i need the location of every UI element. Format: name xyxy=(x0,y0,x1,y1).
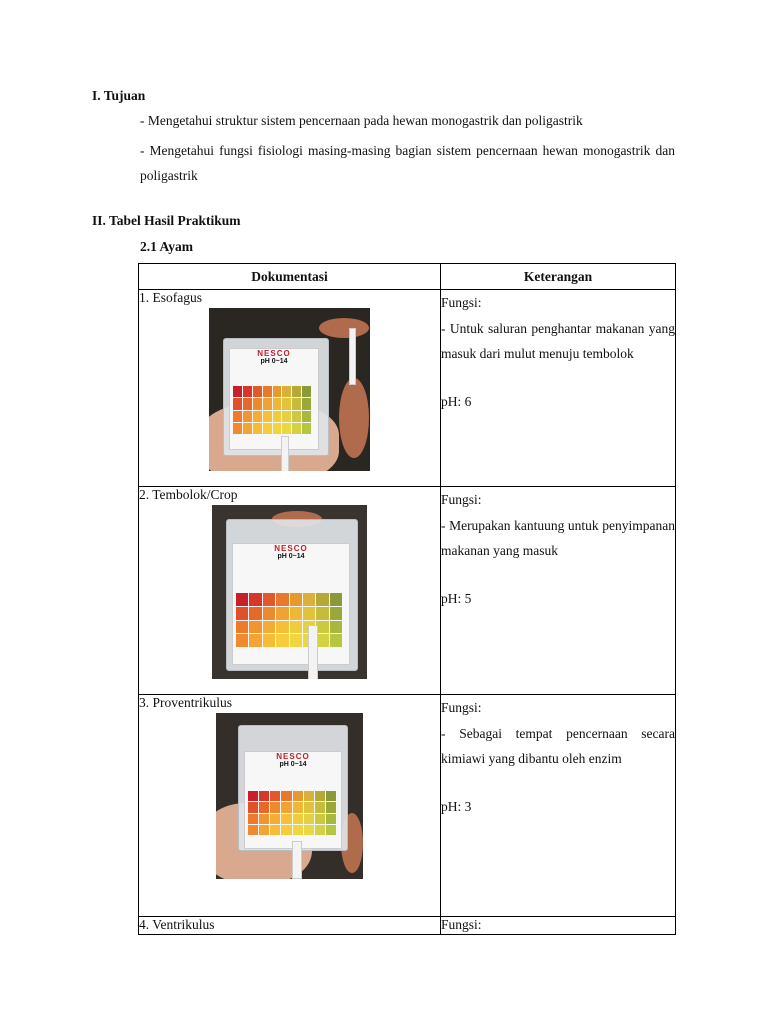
function-description: - Sebagai tempat pencernaan secara kimiawi yang dibantu oleh enzim xyxy=(441,725,675,766)
color-swatch xyxy=(233,411,242,422)
description-cell xyxy=(441,487,676,695)
documentation-cell xyxy=(139,290,441,487)
ph-value: pH: 6 xyxy=(441,393,472,409)
color-swatch xyxy=(303,607,315,620)
color-swatch xyxy=(315,825,325,835)
color-swatch xyxy=(248,791,258,801)
color-swatch xyxy=(290,621,302,634)
color-swatch xyxy=(259,791,269,801)
description-cell xyxy=(441,695,676,917)
color-swatch xyxy=(290,634,302,647)
brand-label: NESCO xyxy=(276,752,310,761)
color-swatch xyxy=(302,386,311,397)
color-chart xyxy=(248,791,336,835)
table-row xyxy=(139,695,676,917)
color-swatch xyxy=(293,814,303,824)
color-swatch xyxy=(292,423,301,434)
brand-label: NESCO xyxy=(274,544,308,553)
color-swatch xyxy=(249,607,261,620)
color-swatch xyxy=(259,802,269,812)
color-swatch xyxy=(249,621,261,634)
color-swatch xyxy=(263,411,272,422)
function-description: - Untuk saluran penghantar makanan yang masuk dari mulut menuju tembolok xyxy=(441,320,675,361)
color-swatch xyxy=(315,802,325,812)
documentation-cell xyxy=(139,487,441,695)
description-cell xyxy=(441,290,676,487)
objective-1: - Mengetahui struktur sistem pencernaan pada hewan monogastrik dan poligastrik xyxy=(140,113,583,128)
function-label: Fungsi: xyxy=(441,492,482,507)
color-swatch xyxy=(281,825,291,835)
color-swatch xyxy=(273,398,282,409)
ph-value: pH: 5 xyxy=(441,590,472,606)
color-swatch xyxy=(253,423,262,434)
color-swatch xyxy=(330,634,342,647)
color-swatch xyxy=(263,386,272,397)
color-swatch xyxy=(263,621,275,634)
color-swatch xyxy=(243,423,252,434)
color-swatch xyxy=(303,593,315,606)
color-swatch xyxy=(282,386,291,397)
color-swatch xyxy=(290,607,302,620)
color-swatch xyxy=(253,398,262,409)
color-swatch xyxy=(243,386,252,397)
color-swatch xyxy=(326,814,336,824)
color-swatch xyxy=(273,423,282,434)
color-swatch xyxy=(293,825,303,835)
color-swatch xyxy=(253,411,262,422)
color-swatch xyxy=(315,791,325,801)
color-swatch xyxy=(276,607,288,620)
organ-label: 4. Ventrikulus xyxy=(139,917,215,932)
color-swatch xyxy=(292,411,301,422)
photo-ph-label: pH 0~14 xyxy=(260,358,288,365)
color-swatch xyxy=(292,386,301,397)
color-swatch xyxy=(236,634,248,647)
color-swatch xyxy=(302,398,311,409)
color-swatch xyxy=(248,825,258,835)
color-swatch xyxy=(263,634,275,647)
color-swatch xyxy=(249,634,261,647)
color-swatch xyxy=(304,825,314,835)
color-swatch xyxy=(292,398,301,409)
ph-paper-photo xyxy=(209,308,370,471)
ph-paper-photo xyxy=(216,713,363,879)
brand-label: NESCO xyxy=(257,349,291,358)
color-swatch xyxy=(243,411,252,422)
color-swatch xyxy=(293,802,303,812)
color-swatch xyxy=(282,423,291,434)
organ-label: 1. Esofagus xyxy=(139,290,202,305)
color-swatch xyxy=(330,593,342,606)
color-swatch xyxy=(330,621,342,634)
documentation-cell xyxy=(139,917,441,935)
color-swatch xyxy=(282,398,291,409)
color-swatch xyxy=(270,814,280,824)
results-table xyxy=(138,263,676,935)
color-swatch xyxy=(326,791,336,801)
section-2-heading: II. Tabel Hasil Praktikum xyxy=(92,213,241,228)
color-swatch xyxy=(276,634,288,647)
color-swatch xyxy=(243,398,252,409)
color-swatch xyxy=(326,802,336,812)
color-swatch xyxy=(282,411,291,422)
color-swatch xyxy=(304,814,314,824)
color-swatch xyxy=(270,802,280,812)
function-description: - Merupakan kantuung untuk penyimpanan makanan yang masuk xyxy=(441,517,675,558)
color-swatch xyxy=(263,423,272,434)
color-swatch xyxy=(236,621,248,634)
color-swatch xyxy=(304,802,314,812)
color-swatch xyxy=(316,634,328,647)
color-swatch xyxy=(233,398,242,409)
organ-label: 2. Tembolok/Crop xyxy=(139,487,238,502)
header-documentation: Dokumentasi xyxy=(139,264,441,290)
table-row xyxy=(139,290,676,487)
color-swatch xyxy=(315,814,325,824)
table-row xyxy=(139,917,676,935)
color-swatch xyxy=(302,423,311,434)
function-label: Fungsi: xyxy=(441,917,482,932)
color-swatch xyxy=(290,593,302,606)
color-swatch xyxy=(263,607,275,620)
color-swatch xyxy=(316,593,328,606)
color-swatch xyxy=(248,802,258,812)
color-swatch xyxy=(316,607,328,620)
header-description: Keterangan xyxy=(441,264,676,290)
color-swatch xyxy=(253,386,262,397)
color-swatch xyxy=(233,386,242,397)
color-swatch xyxy=(281,791,291,801)
color-swatch xyxy=(248,814,258,824)
color-swatch xyxy=(281,814,291,824)
color-swatch xyxy=(302,411,311,422)
color-swatch xyxy=(304,791,314,801)
color-swatch xyxy=(270,791,280,801)
color-swatch xyxy=(236,593,248,606)
color-chart xyxy=(233,386,311,434)
color-swatch xyxy=(276,621,288,634)
objective-2: - Mengetahui fungsi fisiologi masing-masing bagian sistem pencernaan hewan monogastrik dan poligastrik xyxy=(140,143,675,183)
section-1-heading: I. Tujuan xyxy=(92,88,146,103)
documentation-cell xyxy=(139,695,441,917)
color-swatch xyxy=(281,802,291,812)
color-swatch xyxy=(236,607,248,620)
color-swatch xyxy=(233,423,242,434)
function-label: Fungsi: xyxy=(441,700,482,715)
ph-paper-photo xyxy=(212,505,367,679)
color-swatch xyxy=(273,386,282,397)
color-chart xyxy=(236,593,342,647)
color-swatch xyxy=(263,593,275,606)
color-swatch xyxy=(326,825,336,835)
photo-ph-label: pH 0~14 xyxy=(277,553,305,560)
organ-label: 3. Proventrikulus xyxy=(139,695,232,710)
color-swatch xyxy=(259,825,269,835)
color-swatch xyxy=(263,398,272,409)
color-swatch xyxy=(316,621,328,634)
color-swatch xyxy=(249,593,261,606)
color-swatch xyxy=(259,814,269,824)
photo-ph-label: pH 0~14 xyxy=(279,761,307,768)
table-row xyxy=(139,487,676,695)
color-swatch xyxy=(270,825,280,835)
table-header-row xyxy=(139,264,676,290)
color-swatch xyxy=(276,593,288,606)
function-label: Fungsi: xyxy=(441,295,482,310)
color-swatch xyxy=(330,607,342,620)
color-swatch xyxy=(273,411,282,422)
ph-value: pH: 3 xyxy=(441,798,472,814)
subsection-heading: 2.1 Ayam xyxy=(140,239,193,254)
color-swatch xyxy=(293,791,303,801)
description-cell xyxy=(441,917,676,935)
